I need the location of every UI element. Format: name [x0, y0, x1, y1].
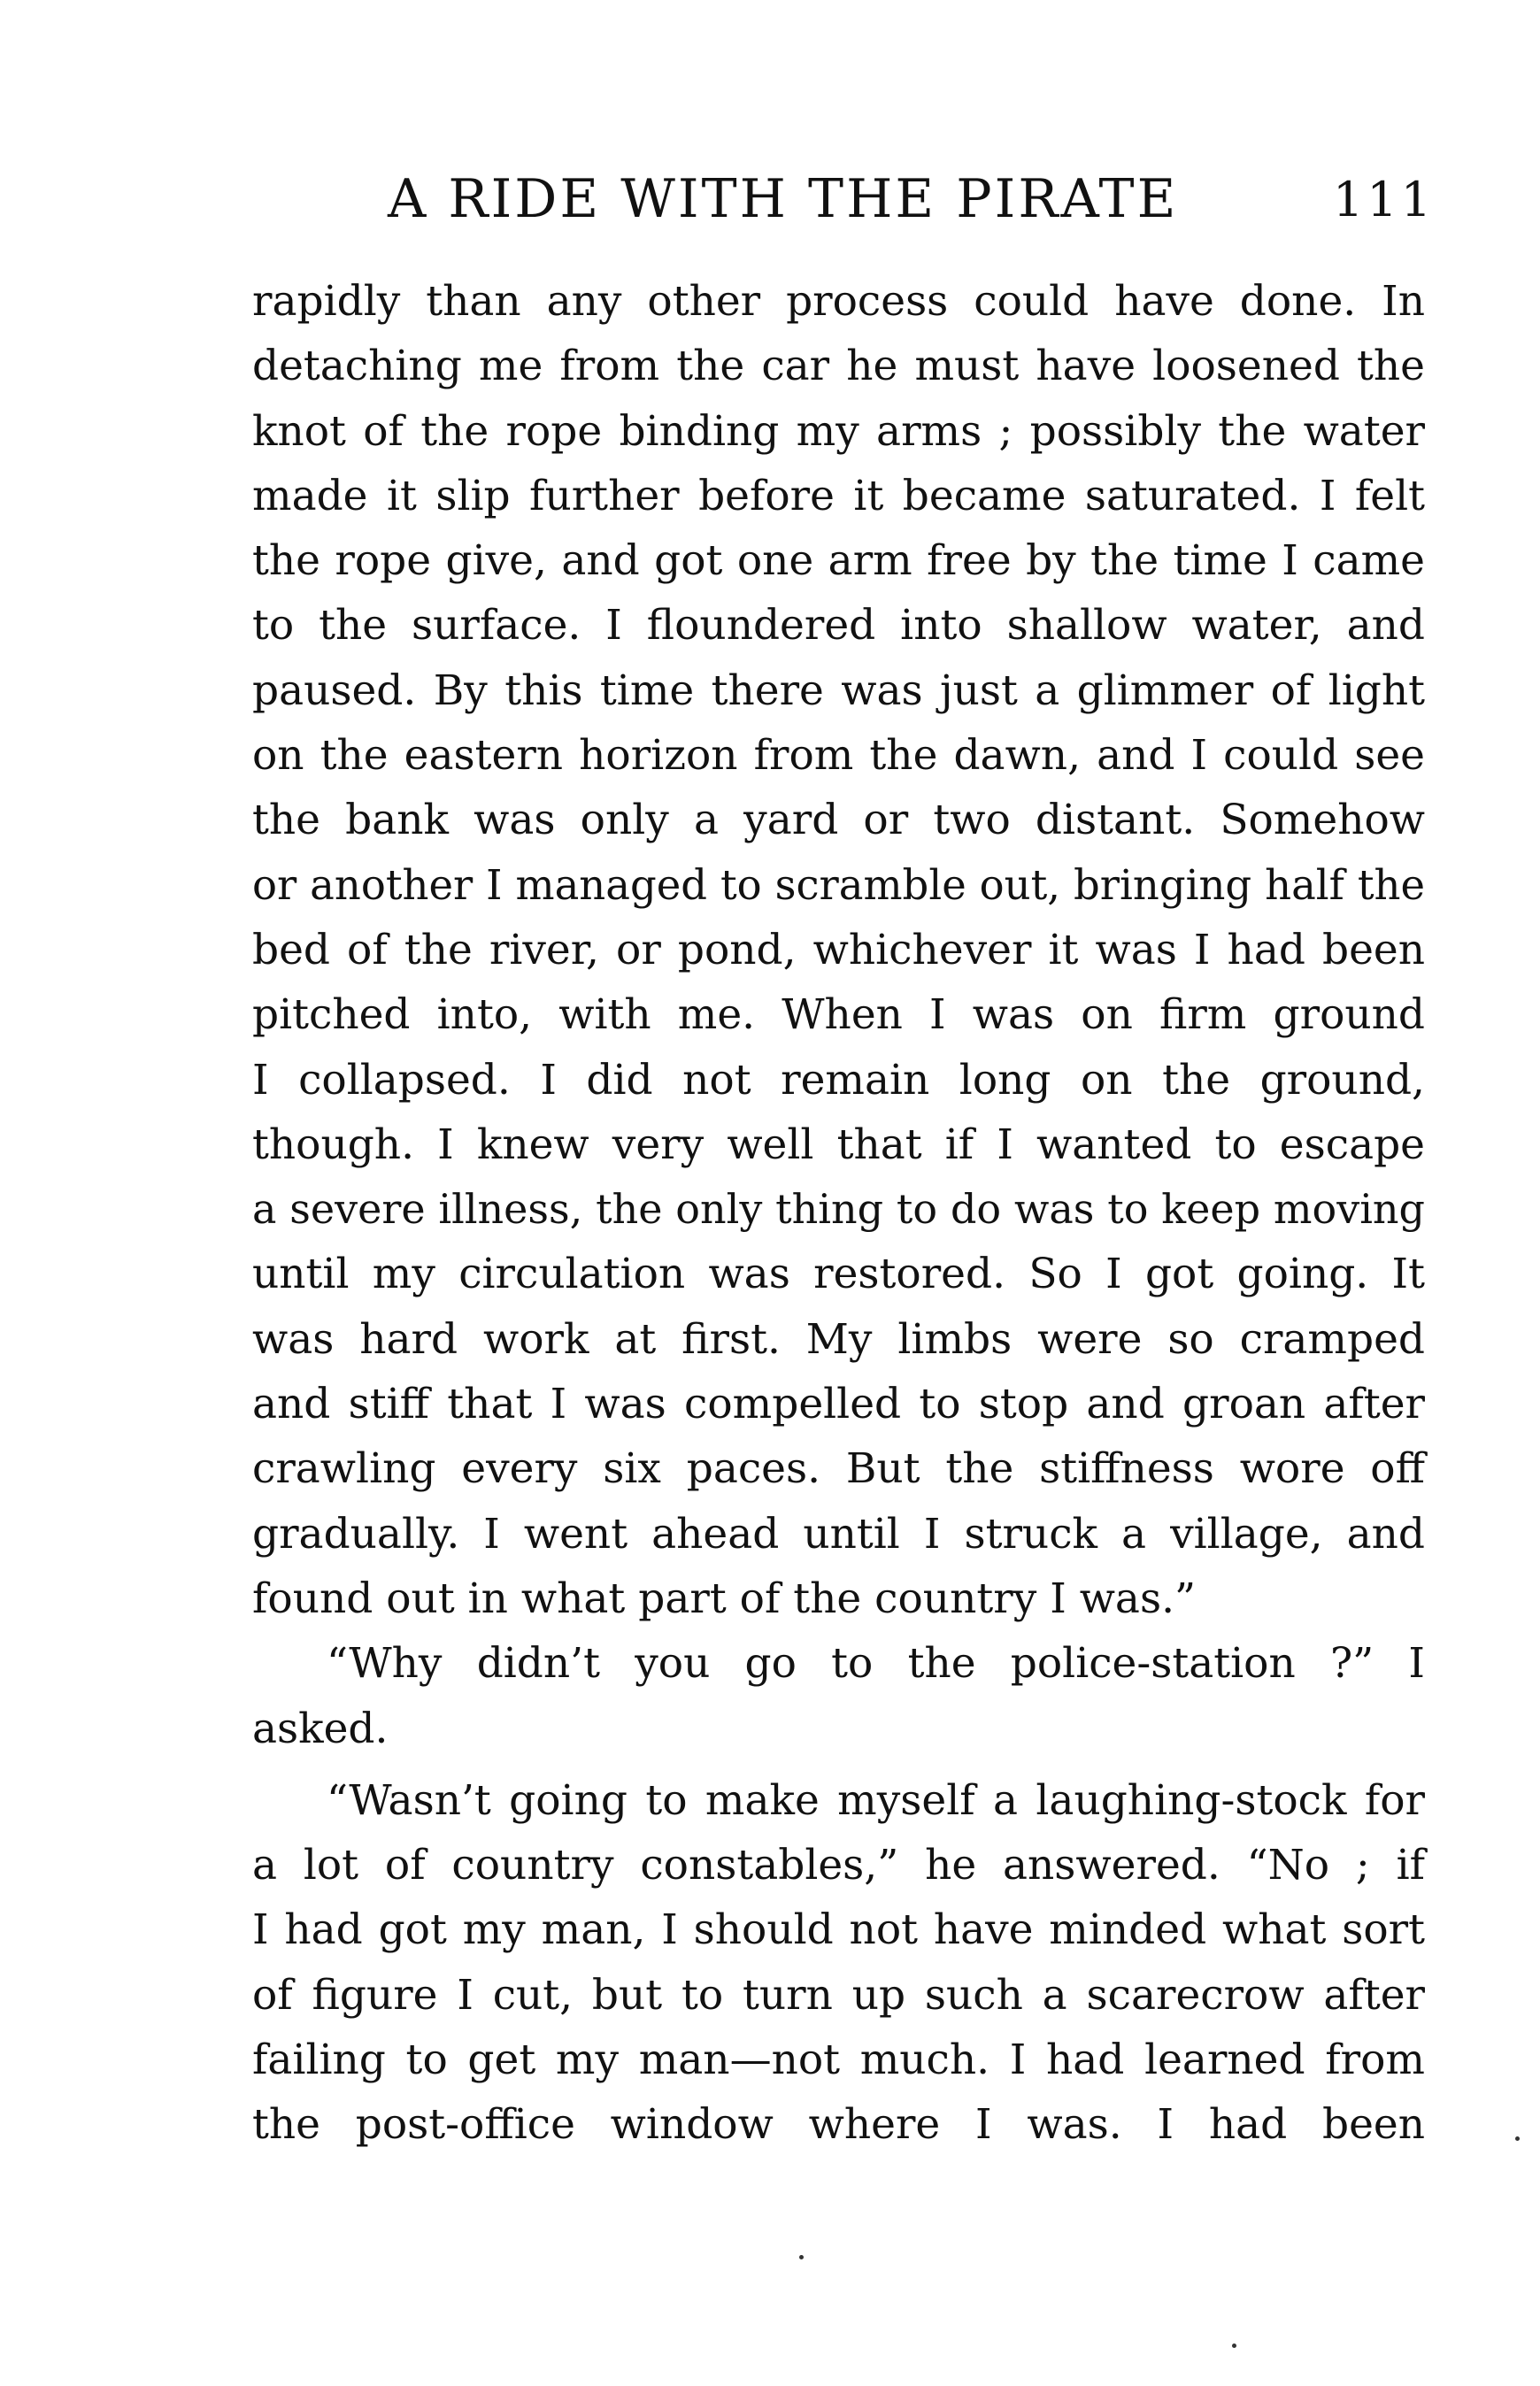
text-line: crawling every six paces. But the stiffness wore off [252, 1444, 1425, 1494]
text-line: “Why didn’t you go to the police-station ?” I [327, 1639, 1425, 1689]
page-number: 111 [1333, 172, 1436, 227]
text-line: I collapsed. I did not remain long on the ground, [252, 1055, 1425, 1104]
text-line: failing to get my man—not much. I had learned from [252, 2036, 1425, 2085]
page-header [0, 159, 1540, 257]
text-line: and stiff that I was compelled to stop and groan after [252, 1380, 1425, 1429]
text-line: a severe illness, the only thing to do was to keep moving [252, 1185, 1425, 1234]
text-line: though. I knew very well that if I wanted to escape [252, 1120, 1425, 1169]
text-line: to the surface. I floundered into shallow water, and [252, 601, 1425, 650]
text-line: a lot of country constables,” he answered. “No ; if [252, 1841, 1425, 1890]
text-line: I had got my man, I should not have minded what sort [252, 1905, 1425, 1955]
text-line: pitched into, with me. When I was on firm ground [252, 990, 1425, 1040]
text-line: “Wasn’t going to make myself a laughing-stock for [327, 1775, 1425, 1825]
body-text [252, 269, 1425, 2158]
speck-mark [799, 2255, 804, 2259]
text-line: or another I managed to scramble out, bringing half the [252, 860, 1425, 909]
speck-mark [1232, 2344, 1236, 2348]
text-line: rapidly than any other process could have done. In [252, 277, 1425, 326]
text-line: made it slip further before it became saturated. I felt [252, 471, 1425, 520]
running-title: A RIDE WITH THE PIRATE [388, 168, 1179, 230]
text-line: paused. By this time there was just a glimmer of light [252, 666, 1425, 715]
text-line: the bank was only a yard or two distant. Somehow [252, 796, 1425, 845]
text-line: until my circulation was restored. So I got going. It [252, 1250, 1425, 1299]
text-line: bed of the river, or pond, whichever it was I had been [252, 925, 1425, 974]
text-line: on the eastern horizon from the dawn, and I could see [252, 731, 1425, 781]
text-line: of figure I cut, but to turn up such a scarecrow after [252, 1970, 1425, 2020]
text-line: detaching me from the car he must have loosened the [252, 342, 1425, 391]
speck-mark [1515, 2136, 1520, 2141]
text-line: was hard work at first. My limbs were so cramped [252, 1314, 1425, 1364]
text-line: knot of the rope binding my arms ; possibly the water [252, 406, 1425, 456]
text-line: gradually. I went ahead until I struck a village, and [252, 1509, 1425, 1559]
text-line: found out in what part of the country I was.” [252, 1574, 1197, 1623]
text-line: asked. [252, 1704, 389, 1753]
text-line: the post-office window where I was. I had been [252, 2100, 1425, 2150]
text-line: the rope give, and got one arm free by the time I came [252, 536, 1425, 586]
